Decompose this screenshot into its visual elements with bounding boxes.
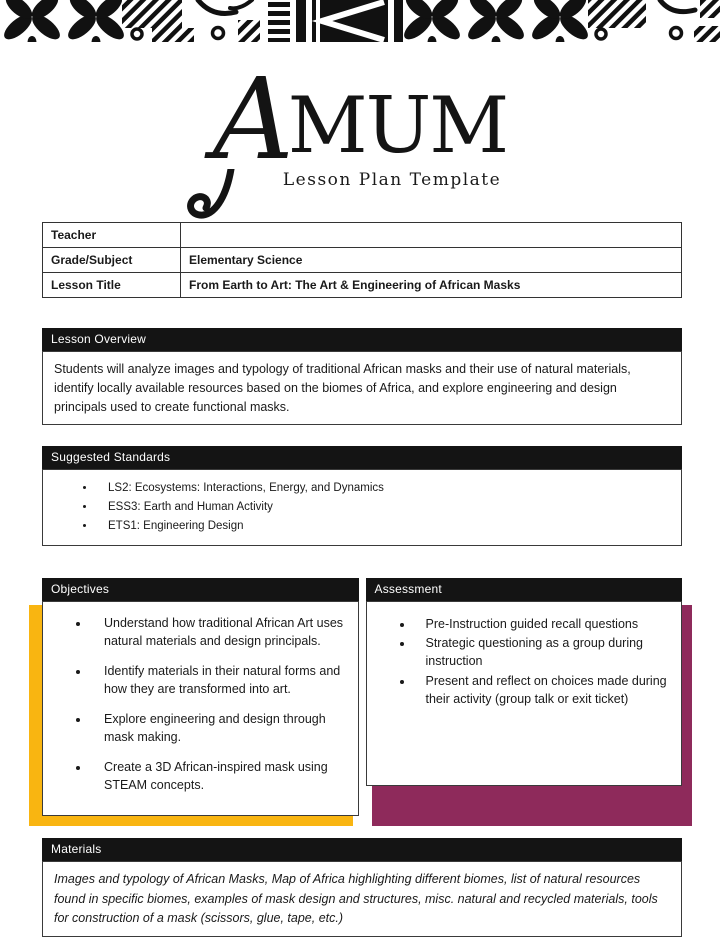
standards-list [54,479,670,535]
bullet-item: • Identify materials in their natural forms and how they are transformed into art. [90,663,347,698]
table-row-teacher [43,223,682,248]
objectives-column [42,578,359,816]
lesson-title-label: Lesson Title [43,273,181,298]
logo-subtitle: Lesson Plan Template [282,170,502,190]
bullet-item: • Create a 3D African-inspired mask using STEAM concepts. [90,759,347,794]
bullet-item: • Understand how traditional African Art uses natural materials and design principals. [90,615,347,650]
objectives-header: Objectives [42,578,359,601]
grade-subject-value: Elementary Science [181,248,682,273]
assessment-body [366,601,683,786]
objectives-body [42,601,359,816]
table-row-lesson-title [43,273,682,298]
lesson-overview-body: Students will analyze images and typology of traditional African masks and their use of natural materials, identify locally available resources based on the biomes of Africa, and explore engineering and design principals used to create functional masks. [42,351,682,425]
teacher-value [181,223,682,248]
bullet-item: • Strategic questioning as a group during instruction [414,634,671,670]
objectives-assessment-row [42,578,682,816]
bullet-item: • Present and reflect on choices made during their activity (group talk or exit ticket) [414,672,671,708]
bullet-item: • Explore engineering and design through mask making. [90,711,347,746]
objectives-list [54,615,347,794]
table-row-grade-subject [43,248,682,273]
grade-subject-label: Grade/Subject [43,248,181,273]
suggested-standards-body [42,469,682,546]
lesson-title-value: From Earth to Art: The Art & Engineering of African Masks [181,273,682,298]
lesson-info-table [42,222,682,298]
logo-curl-flourish [187,169,247,223]
section-materials [42,838,682,937]
assessment-column [366,578,683,816]
teacher-label: Teacher [43,223,181,248]
suggested-standards-header: Suggested Standards [42,446,682,469]
african-pattern-border [0,0,720,42]
bullet-item: • ESS3: Earth and Human Activity [96,498,670,517]
assessment-list [378,615,671,708]
bullet-item: • Pre-Instruction guided recall questions [414,615,671,633]
logo-initial: A [212,55,288,185]
logo-rest: MUM [287,81,508,171]
section-suggested-standards [42,446,682,546]
materials-header: Materials [42,838,682,861]
section-lesson-overview [42,328,682,425]
lesson-overview-header: Lesson Overview [42,328,682,351]
materials-body: Images and typology of African Masks, Map of Africa highlighting different biomes, list of natural resources found in specific biomes, examples of mask design and structures, misc. natural and recycled materials, tools for construction of a mask (scissors, glue, tape, etc.) [42,861,682,937]
bullet-item: • ETS1: Engineering Design [96,517,670,536]
assessment-header: Assessment [366,578,683,601]
bullet-item: • LS2: Ecosystems: Interactions, Energy, and Dynamics [96,479,670,498]
logo-wordmark [212,55,508,190]
logo-block [0,55,720,208]
